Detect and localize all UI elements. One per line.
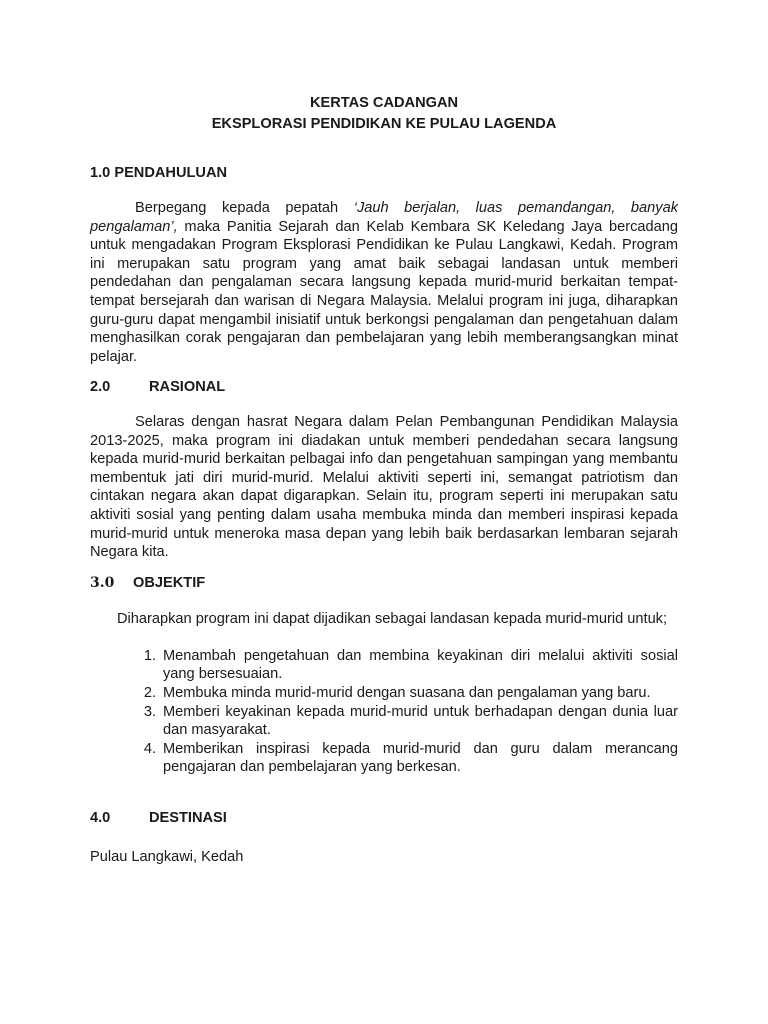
objective-list (117, 647, 678, 777)
section-3-title: OBJEKTIF (133, 575, 206, 591)
list-item: 4. Memberikan inspirasi kepada murid-murid dan guru dalam merancang pengajaran dan pembelajaran yang berkesan. (143, 741, 678, 775)
section-3-number: 3.0 (90, 575, 115, 591)
list-item: 3. Memberi keyakinan kepada murid-murid untuk berhadapan dengan dunia luar dan masyarakat. (143, 704, 678, 738)
title-line-1: KERTAS CADANGAN (309, 95, 459, 111)
section-2-title: RASIONAL (149, 379, 226, 395)
list-item: 2. Membuka minda murid-murid dengan suasana dan pengalaman yang baru. (143, 685, 651, 701)
section-1-title: 1.0 PENDAHULUAN (90, 165, 228, 181)
section-2-heading (90, 377, 225, 397)
section-2-paragraph: Selaras dengan hasrat Negara dalam Pelan Pembangunan Pendidikan Malaysia 2013-2025, maka program ini diadakan untuk memberi pendedahan secara langsung kepada murid-murid berkaitan pelbagai info dan pengetahuan sampingan yang membantu membentuk jati diri murid-murid. Melalui aktiviti seperti ini, semangat patriotism dan cintakan negara akan dapat digarapkan. Selain itu, program seperti ini merupakan satu aktiviti sosial yang penting dalam usaha membuka minda dan memberi inspirasi kepada murid-murid untuk meneroka masa depan yang lebih baik berdasarkan lembaran sejarah Negara kita. (90, 414, 678, 561)
section-2-number: 2.0 (90, 379, 111, 395)
section-4-heading (90, 808, 227, 828)
section-1-heading (90, 163, 227, 183)
section-4-title: DESTINASI (149, 810, 227, 826)
section-3-heading (90, 573, 205, 593)
proverb-quote: ‘Jauh berjalan, luas pemandangan, banyak pengalaman’, (90, 200, 678, 235)
destination-text: Pulau Langkawi, Kedah (90, 849, 244, 865)
list-item: 1. Menambah pengetahuan dan membina keyakinan diri melalui aktiviti sosial yang bersesuaian. (143, 648, 678, 682)
objective-intro: Diharapkan program ini dapat dijadikan sebagai landasan kepada murid-murid untuk; (117, 611, 668, 627)
section-4-number: 4.0 (90, 810, 111, 826)
document-title (0, 93, 768, 135)
section-1-paragraph: Berpegang kepada pepatah ‘Jauh berjalan, luas pemandangan, banyak pengalaman’, maka Panitia Sejarah dan Kelab Kembara SK Keledang Jaya bercadang untuk mengadakan Program Eksplorasi Pendidikan ke Pulau Langkawi, Kedah. Program ini merupakan satu program yang amat baik sebagai landasan untuk memberi pendedahan dan pengalaman secara langsung kepada murid-murid berkaitan tempat-tempat bersejarah dan warisan di Negara Malaysia. Melalui program ini juga, diharapkan guru-guru dapat mengambil inisiatif untuk berkongsi pengalaman dan pengetahuan dalam menghasilkan corak pengajaran dan pembelajaran yang lebih memberangsangkan minat pelajar. (90, 200, 678, 365)
title-line-2: EKSPLORASI PENDIDIKAN KE PULAU LAGENDA (211, 116, 557, 132)
